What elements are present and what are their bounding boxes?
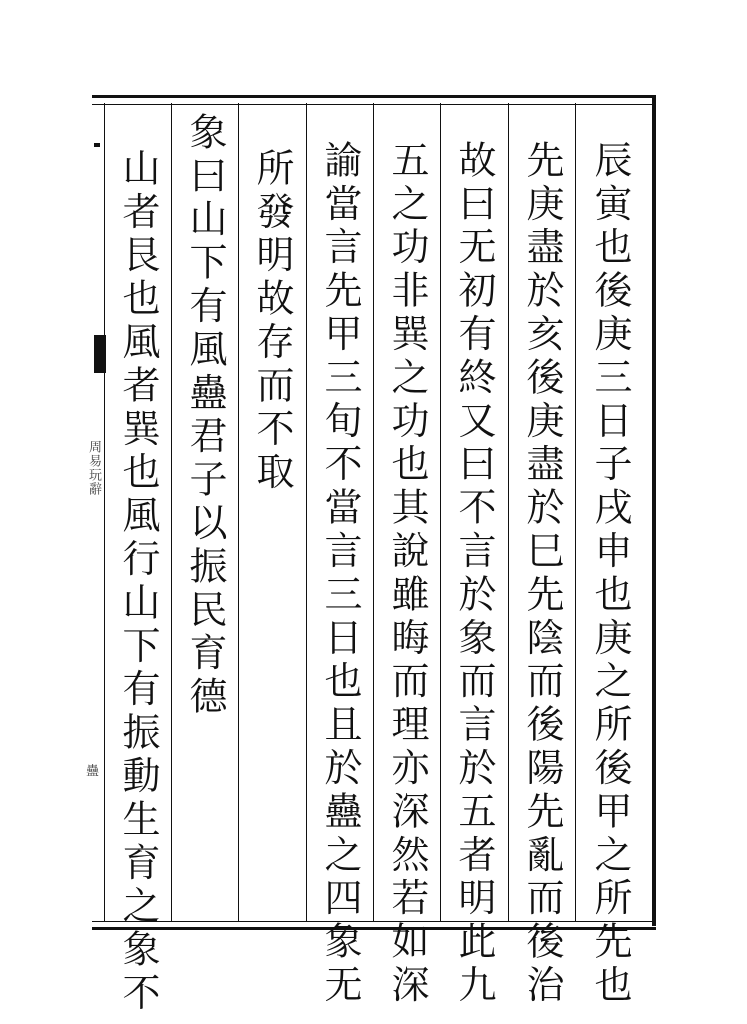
text-column-5: 諭當言先甲三旬不當言三日也且於蠱之四象无: [318, 140, 362, 1008]
column-rule: [440, 103, 441, 921]
column-rule: [104, 103, 105, 921]
text-column-2: 先庚盡於亥後庚盡於巳先陰而後陽先亂而後治: [520, 140, 564, 1008]
margin-folio-label: 蠱: [86, 764, 100, 779]
margin-tick: [94, 143, 100, 147]
text-column-6: 所發明故存而不取: [250, 148, 294, 496]
frame-bottom-border: [92, 921, 656, 930]
frame-top-border: [92, 95, 656, 105]
column-rule: [508, 103, 509, 921]
frame-right-border: [652, 95, 656, 926]
text-column-1: 辰寅也後庚三日子戌申也庚之所後甲之所先也: [588, 140, 632, 1008]
fish-tail-mark: [94, 335, 106, 373]
column-rule: [171, 103, 172, 921]
column-rule: [373, 103, 374, 921]
text-column-8: 山者艮也風者巽也風行山下有振動生育之象不: [116, 148, 160, 1016]
column-rule: [238, 103, 239, 921]
text-column-7: 象曰山下有風蠱君子以振民育德: [183, 112, 227, 720]
margin-book-title: 周易玩辭: [86, 440, 101, 496]
column-rule: [575, 103, 576, 921]
text-column-3: 故曰无初有終又曰不言於象而言於五者明此九: [452, 140, 496, 1008]
column-rule: [306, 103, 307, 921]
text-column-4: 五之功非巽之功也其說雖晦而理亦深然若如深: [385, 140, 429, 1008]
